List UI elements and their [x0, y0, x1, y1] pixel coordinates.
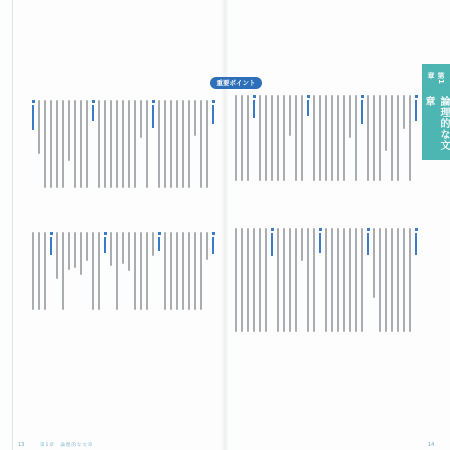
text-column: [277, 95, 279, 181]
text-column: [194, 232, 196, 310]
text-column: [158, 100, 160, 188]
text-column: [50, 100, 52, 188]
text-column: [86, 232, 88, 261]
heading-column: [92, 105, 94, 121]
text-column: [265, 228, 267, 332]
text-column: [283, 228, 285, 332]
text-column: [253, 228, 255, 332]
heading-marker: [212, 100, 215, 103]
heading-column: [271, 233, 273, 256]
text-column: [176, 100, 178, 188]
text-column: [343, 228, 345, 332]
text-column: [74, 100, 76, 188]
text-column: [182, 232, 184, 310]
text-column: [68, 232, 70, 270]
text-column: [56, 232, 58, 279]
heading-column: [361, 100, 363, 124]
text-column: [331, 95, 333, 181]
heading-column: [319, 233, 321, 253]
text-column: [134, 232, 136, 310]
text-column: [134, 100, 136, 188]
right-page-number: 14: [428, 442, 435, 448]
text-column: [361, 228, 363, 332]
chapter-title: 論理的な文章: [423, 96, 449, 152]
text-column: [277, 228, 279, 332]
chapter-number: 第1章: [427, 72, 445, 84]
text-column: [241, 95, 243, 181]
text-column: [397, 95, 399, 181]
heading-column: [415, 100, 417, 121]
text-column: [62, 232, 64, 310]
text-column: [104, 100, 106, 188]
text-column: [319, 95, 321, 181]
text-column: [80, 232, 82, 275]
right-page-upper-text: [232, 95, 418, 181]
text-column: [295, 95, 297, 181]
text-column: [397, 228, 399, 332]
text-column: [188, 100, 190, 188]
text-column: [140, 100, 142, 138]
text-column: [68, 100, 70, 161]
text-column: [38, 232, 40, 310]
text-column: [367, 95, 369, 181]
heading-marker: [212, 232, 215, 235]
text-column: [325, 95, 327, 181]
text-column: [44, 232, 46, 310]
text-column: [313, 95, 315, 181]
text-column: [56, 100, 58, 188]
text-column: [259, 95, 261, 181]
left-page-lower-text: [30, 232, 215, 310]
text-column: [116, 100, 118, 188]
heading-marker: [50, 232, 53, 235]
right-page-lower-text: [232, 228, 418, 332]
text-column: [170, 232, 172, 310]
text-column: [259, 228, 261, 332]
heading-marker: [158, 232, 161, 235]
text-column: [379, 228, 381, 332]
left-page-number: 13: [18, 442, 25, 448]
text-column: [307, 228, 309, 332]
text-column: [289, 228, 291, 332]
text-column: [391, 95, 393, 181]
heading-marker: [271, 228, 274, 231]
heading-marker: [415, 228, 418, 231]
text-column: [122, 100, 124, 188]
text-column: [110, 100, 112, 188]
text-column: [337, 228, 339, 332]
text-column: [188, 232, 190, 310]
text-column: [164, 232, 166, 310]
text-column: [289, 95, 291, 136]
heading-column: [253, 100, 255, 118]
text-column: [176, 232, 178, 310]
text-column: [355, 95, 357, 181]
text-column: [38, 100, 40, 154]
text-column: [403, 95, 405, 129]
text-column: [98, 100, 100, 188]
text-column: [409, 95, 411, 181]
text-column: [182, 100, 184, 188]
text-column: [128, 100, 130, 188]
text-column: [391, 228, 393, 332]
text-column: [331, 228, 333, 332]
text-column: [409, 228, 411, 332]
text-column: [241, 228, 243, 332]
text-column: [140, 232, 142, 310]
text-column: [403, 228, 405, 332]
heading-marker: [32, 100, 35, 103]
heading-column: [307, 100, 309, 116]
text-column: [301, 95, 303, 181]
text-column: [343, 95, 345, 181]
text-column: [206, 100, 208, 188]
text-column: [44, 100, 46, 188]
heading-column: [212, 237, 214, 254]
heading-column: [367, 233, 369, 255]
text-column: [164, 100, 166, 188]
left-page: [13, 0, 221, 450]
left-page-upper-text: [30, 100, 215, 188]
text-column: [337, 95, 339, 181]
text-column: [32, 232, 34, 310]
heading-marker: [367, 228, 370, 231]
text-column: [373, 228, 375, 298]
text-column: [325, 228, 327, 332]
text-column: [80, 100, 82, 188]
text-column: [373, 95, 375, 181]
text-column: [355, 228, 357, 332]
heading-marker: [104, 232, 107, 235]
text-column: [271, 95, 273, 181]
text-column: [146, 232, 148, 310]
text-column: [128, 232, 130, 271]
text-column: [146, 100, 148, 188]
text-column: [235, 95, 237, 181]
text-column: [235, 228, 237, 332]
text-column: [200, 232, 202, 310]
text-column: [349, 95, 351, 138]
heading-column: [50, 237, 52, 255]
text-column: [313, 228, 315, 332]
heading-marker: [152, 100, 155, 103]
chapter-tab[interactable]: [422, 64, 450, 160]
text-column: [122, 232, 124, 264]
text-column: [295, 228, 297, 332]
heading-marker: [361, 95, 364, 98]
text-column: [92, 232, 94, 310]
text-column: [194, 100, 196, 136]
text-column: [170, 100, 172, 188]
heading-marker: [415, 95, 418, 98]
right-page: [229, 0, 421, 450]
text-column: [98, 232, 100, 310]
text-column: [349, 228, 351, 332]
heading-column: [158, 237, 160, 251]
text-column: [74, 232, 76, 268]
text-column: [247, 228, 249, 332]
text-column: [379, 95, 381, 181]
heading-column: [415, 233, 417, 255]
heading-marker: [319, 228, 322, 231]
running-title: 第1章 論理的な文章: [40, 443, 94, 448]
text-column: [247, 95, 249, 181]
text-column: [301, 228, 303, 261]
text-column: [86, 100, 88, 188]
heading-marker: [92, 100, 95, 103]
text-column: [62, 100, 64, 188]
text-column: [116, 232, 118, 310]
page-gutter: [221, 0, 229, 450]
heading-column: [104, 237, 106, 253]
text-column: [206, 232, 208, 260]
text-column: [385, 95, 387, 151]
text-column: [283, 95, 285, 181]
heading-column: [32, 105, 34, 130]
text-column: [110, 232, 112, 266]
heading-column: [152, 105, 154, 128]
text-column: [152, 232, 154, 256]
text-column: [200, 100, 202, 188]
text-column: [385, 228, 387, 332]
heading-marker: [253, 95, 256, 98]
heading-column: [212, 105, 214, 124]
important-points-label: 重要ポイント: [210, 77, 262, 89]
text-column: [265, 95, 267, 181]
heading-marker: [307, 95, 310, 98]
